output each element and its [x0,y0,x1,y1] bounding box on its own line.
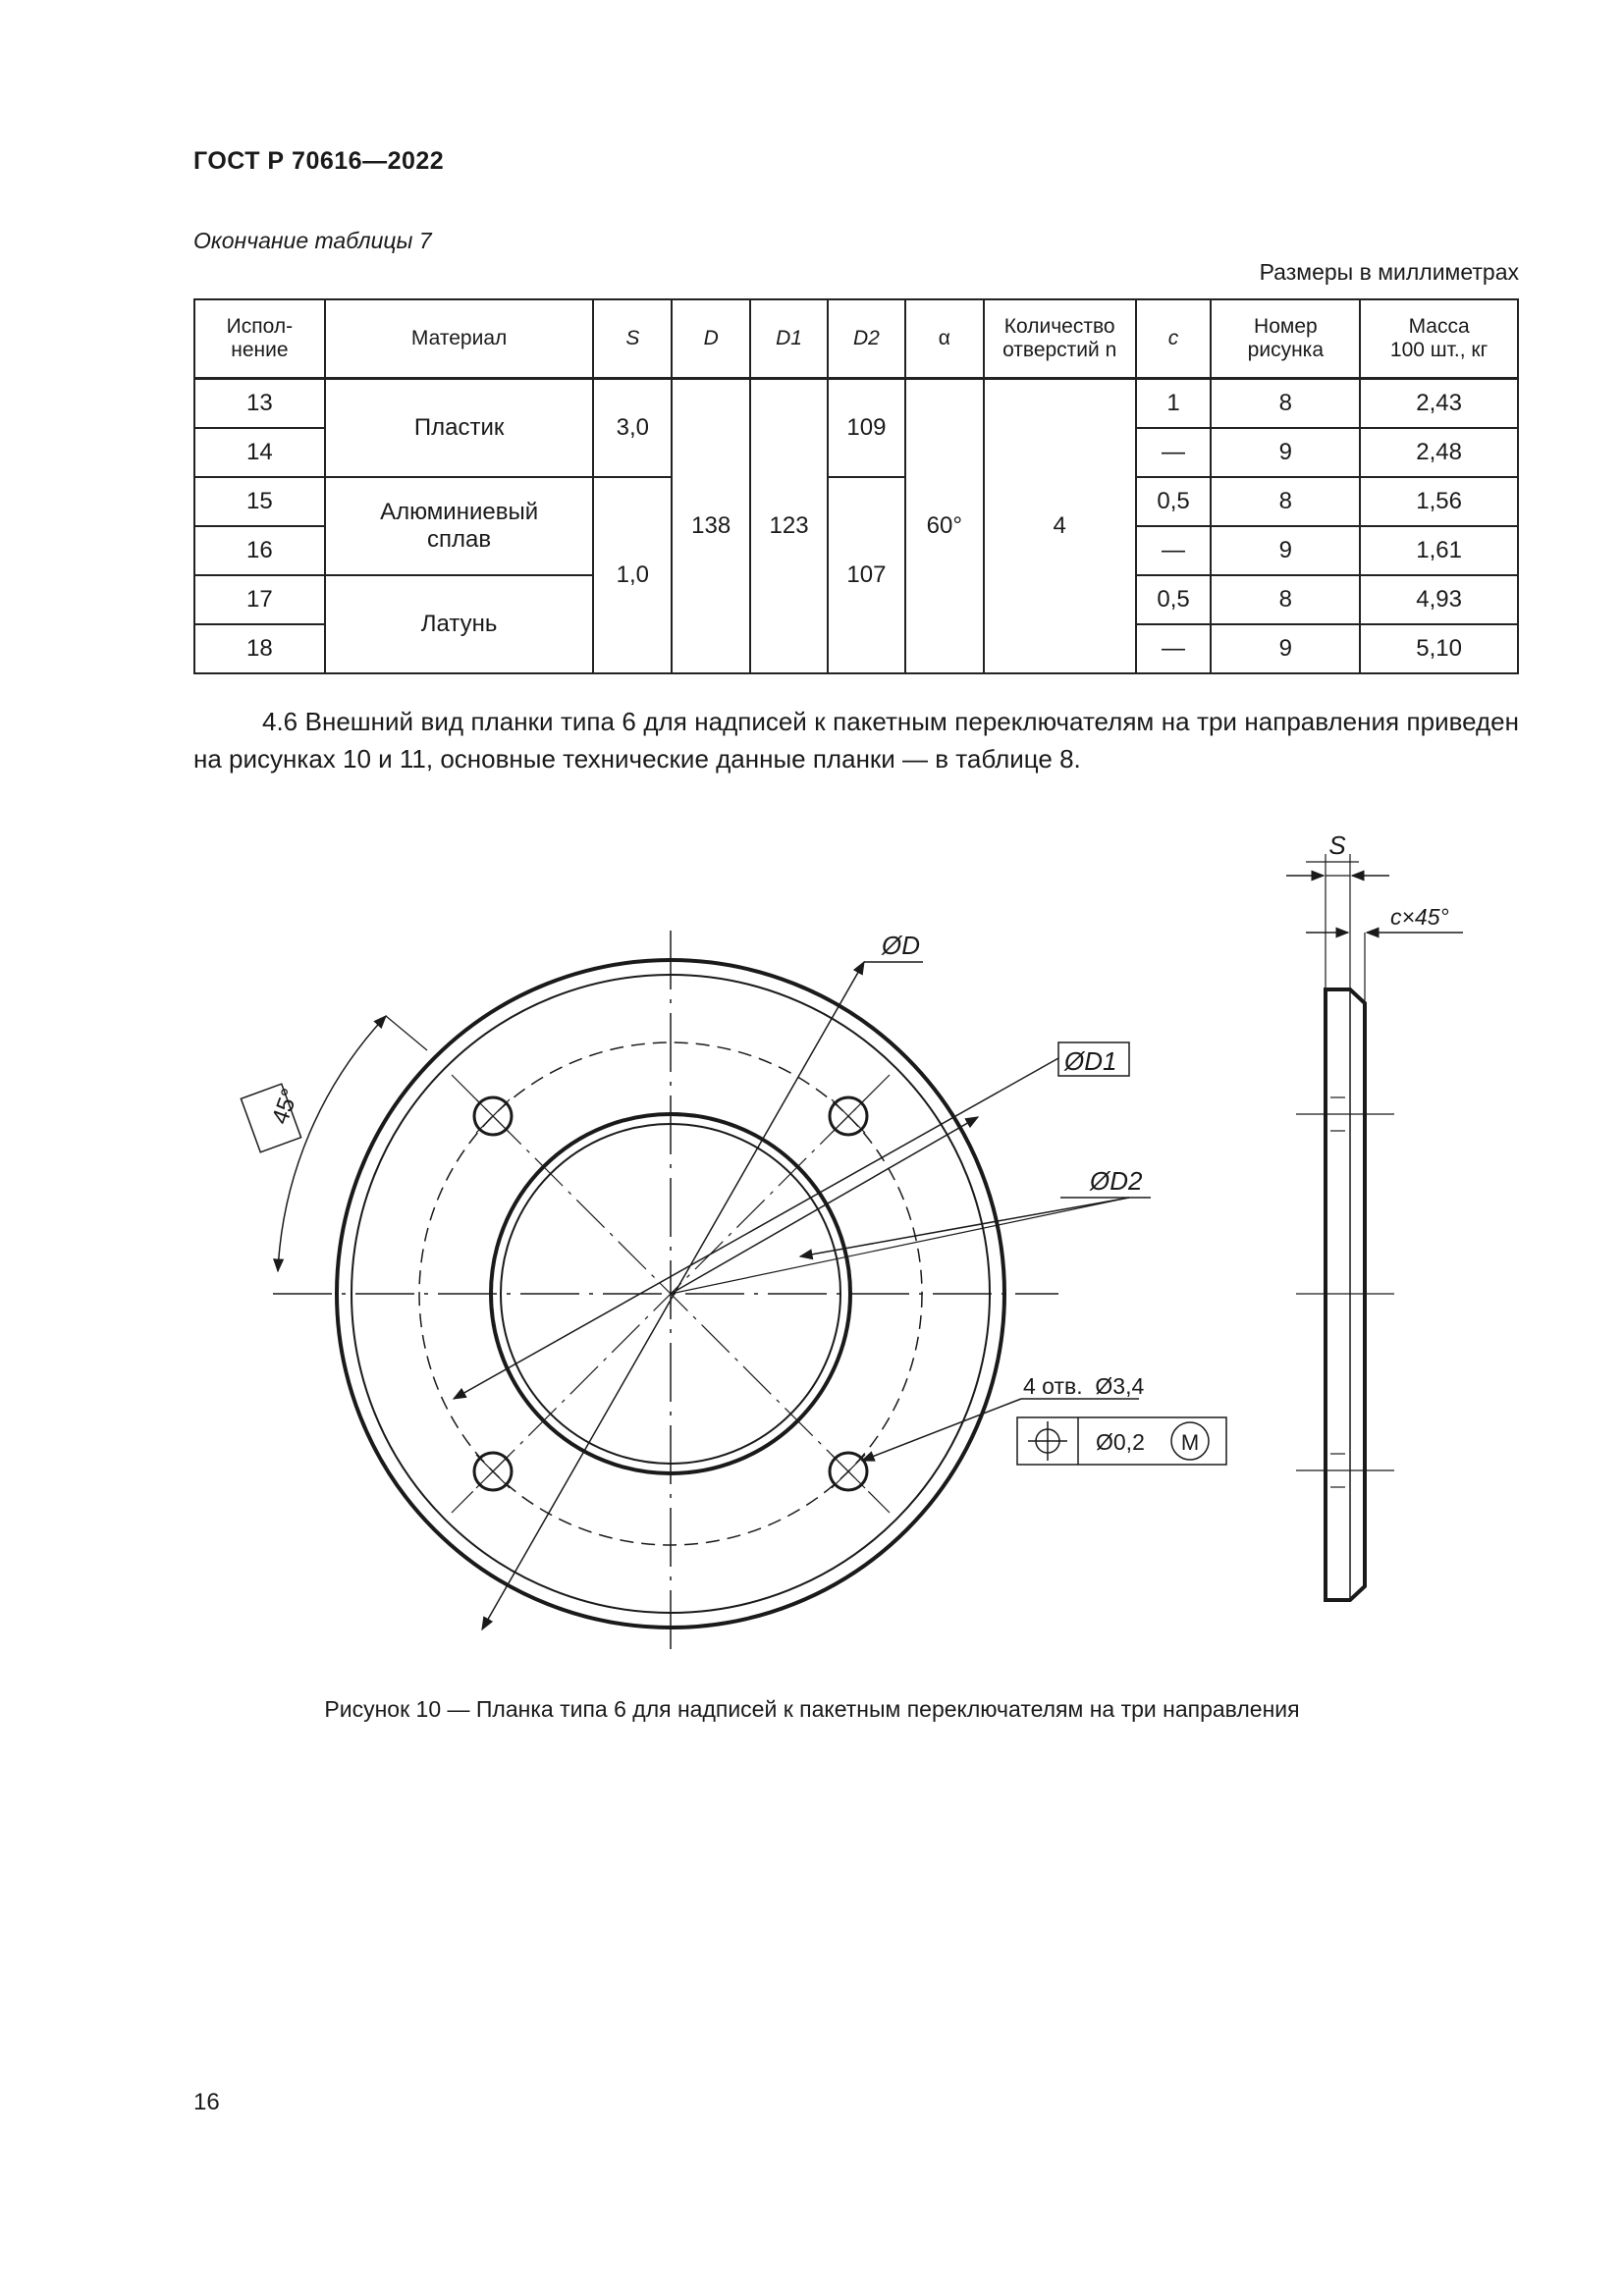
cell-mass: 4,93 [1360,575,1518,624]
paragraph-4-6 [193,703,1519,777]
cell-mass: 1,56 [1360,477,1518,526]
label-d2: ØD2 [1090,1166,1143,1196]
col-header-fig-text: Номер рисунка [1247,315,1325,361]
col-header-d1: D1 [750,299,828,379]
label-angle: 45° [266,1085,304,1128]
dimension-d2-line [800,1198,1129,1256]
cell-ispol: 16 [194,526,325,575]
cell-c: 0,5 [1136,575,1212,624]
label-d: ØD [882,931,920,960]
angle-dimension-arc [278,1016,386,1271]
cell-ispol: 17 [194,575,325,624]
cell-c: 1 [1136,379,1212,429]
cell-material: Пластик [325,379,594,478]
cell-holes: 4 [984,379,1136,674]
label-d1: ØD1 [1064,1046,1117,1076]
cell-s: 1,0 [593,477,672,673]
document-header: ГОСТ Р 70616—2022 [193,147,445,175]
col-header-material: Материал [325,299,594,379]
cell-d: 138 [672,379,750,674]
holes-leader [862,1399,1021,1461]
paragraph-text: 4.6 Внешний вид планки типа 6 для надписей к пакетным переключателям на три направления приведен на рисунках 10 и 11, основные технические данные планки — в таблице 8. [193,707,1519,774]
side-view-plate [1326,989,1365,1600]
cell-mass: 1,61 [1360,526,1518,575]
col-header-s: S [593,299,672,379]
cell-c: — [1136,526,1212,575]
cell-d2: 109 [828,379,905,478]
col-header-mass-text: Масса 100 шт., кг [1389,315,1489,361]
col-header-holes [984,299,1136,379]
col-header-holes-text: Количество отверстий n [1002,315,1117,361]
table-continuation-caption: Окончание таблицы 7 [193,228,432,253]
figure-10-drawing [0,825,1624,1669]
label-s: S [1328,830,1346,860]
cell-ispol: 15 [194,477,325,526]
cell-c: — [1136,428,1212,477]
cell-ispol: 14 [194,428,325,477]
cell-material: Латунь [325,575,594,673]
figure-caption: Рисунок 10 — Планка типа 6 для надписей к пакетным переключателям на три направления [324,1696,1300,1722]
cell-fig: 8 [1211,379,1360,429]
col-header-mass [1360,299,1518,379]
cell-fig: 9 [1211,526,1360,575]
cell-d1: 123 [750,379,828,674]
col-header-ispol [194,299,325,379]
cell-alpha: 60° [905,379,984,674]
col-header-ispol-text: Испол- нение [226,315,294,361]
table-row [194,379,1518,429]
col-header-d: D [672,299,750,379]
cell-fig: 8 [1211,575,1360,624]
cell-material [325,477,594,575]
dimension-d-line [482,962,864,1629]
cell-d2: 107 [828,477,905,673]
label-chamfer: c×45° [1390,904,1449,930]
col-header-alpha: α [905,299,984,379]
cell-c: — [1136,624,1212,673]
label-modifier: M [1180,1430,1200,1455]
cell-ispol: 13 [194,379,325,429]
col-header-fig [1211,299,1360,379]
table-header-row [194,299,1518,379]
table-units-note: Размеры в миллиметрах [1259,259,1519,285]
table-7 [193,298,1519,674]
cell-fig: 9 [1211,428,1360,477]
label-tolerance: Ø0,2 [1096,1429,1145,1455]
cell-mass: 5,10 [1360,624,1518,673]
col-header-d2: D2 [828,299,905,379]
cell-ispol: 18 [194,624,325,673]
label-holes: 4 отв. Ø3,4 [1023,1373,1145,1399]
cell-c: 0,5 [1136,477,1212,526]
cell-fig: 9 [1211,624,1360,673]
cell-s: 3,0 [593,379,672,478]
col-header-c: c [1136,299,1212,379]
page-number: 16 [193,2089,220,2115]
cell-mass: 2,48 [1360,428,1518,477]
table-row [194,477,1518,526]
dimension-d1-line [454,1058,1058,1399]
cell-fig: 8 [1211,477,1360,526]
cell-mass: 2,43 [1360,379,1518,429]
cell-material-text: Алюминиевый сплав [380,499,539,553]
